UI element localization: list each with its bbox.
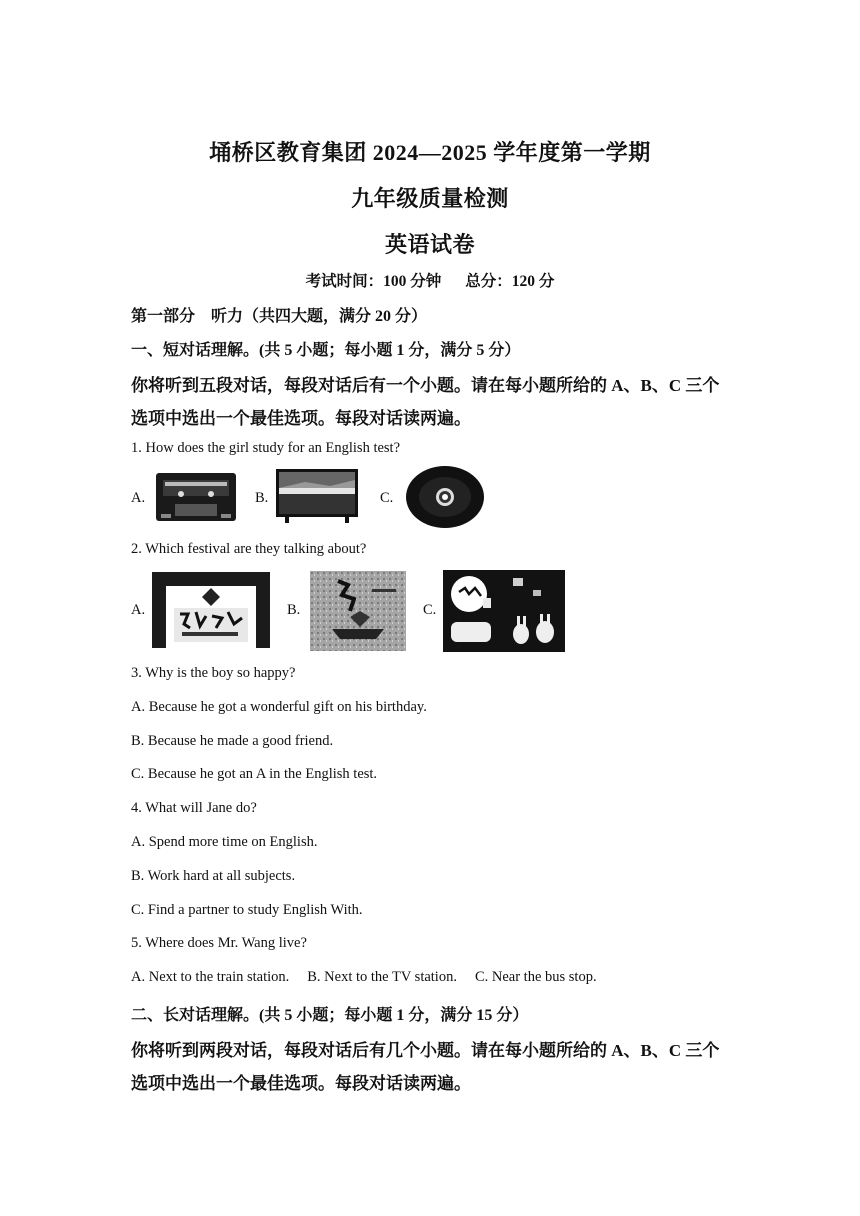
section1-instructions-line2: 选项中选出一个最佳选项。每段对话读两遍。 bbox=[131, 409, 471, 428]
section1-heading: 一、短对话理解。(共 5 小题；每小题 1 分，满分 5 分） bbox=[131, 342, 521, 359]
question-5-option-c: C. Near the bus stop. bbox=[474, 969, 597, 985]
question-3-option-c: C. Because he got an A in the English test. bbox=[131, 766, 378, 782]
exam-title-line3: 英语试卷 bbox=[384, 232, 475, 257]
exam-meta bbox=[0, 269, 860, 291]
question-5-option-b: B. Next to the TV station. bbox=[307, 969, 457, 985]
question-3-option-a: A. Because he got a wonderful gift on his birthday. bbox=[131, 699, 427, 715]
exam-title-line1: 埇桥区教育集团 2024—2025 学年度第一学期 bbox=[209, 140, 651, 165]
total-score: 总分：120 分 bbox=[465, 273, 555, 290]
exam-time: 考试时间：100 分钟 bbox=[305, 273, 442, 290]
question-4-option-a: A. Spend more time on English. bbox=[131, 834, 318, 850]
question-4-text: 4. What will Jane do? bbox=[131, 800, 257, 816]
dragon-boat-festival-image bbox=[310, 571, 406, 651]
section2-heading: 二、长对话理解。(共 5 小题；每小题 1 分，满分 15 分） bbox=[131, 1007, 529, 1024]
question-5-option-a: A. Next to the train station. bbox=[131, 969, 290, 985]
question-4-option-c: C. Find a partner to study English With. bbox=[131, 902, 363, 918]
television-image bbox=[275, 468, 359, 526]
question-2-option-a-label: A. bbox=[131, 602, 146, 618]
exam-title-line2: 九年级质量检测 bbox=[351, 186, 509, 211]
question-3-text: 3. Why is the boy so happy? bbox=[131, 665, 296, 681]
section1-instructions-line1: 你将听到五段对话，每段对话后有一个小题。请在每小题所给的 A、B、C 三个 bbox=[131, 376, 720, 395]
cassette-tape-image bbox=[155, 472, 237, 522]
question-2-option-c-label: C. bbox=[423, 602, 437, 618]
question-2-option-b-label: B. bbox=[287, 602, 301, 618]
question-1-text: 1. How does the girl study for an English test? bbox=[131, 440, 401, 456]
question-4-option-b: B. Work hard at all subjects. bbox=[131, 868, 296, 884]
mid-autumn-festival-image bbox=[443, 570, 565, 652]
spring-festival-couplets-image bbox=[152, 572, 270, 648]
cd-disc-image bbox=[404, 465, 486, 529]
question-2-text: 2. Which festival are they talking about? bbox=[131, 541, 367, 557]
section2-instructions-line1: 你将听到两段对话，每段对话后有几个小题。请在每小题所给的 A、B、C 三个 bbox=[131, 1041, 720, 1060]
question-1-option-a-label: A. bbox=[131, 490, 146, 506]
section2-instructions-line2: 选项中选出一个最佳选项。每段对话读两遍。 bbox=[131, 1074, 471, 1093]
question-3-option-b: B. Because he made a good friend. bbox=[131, 733, 334, 749]
question-1-option-b-label: B. bbox=[255, 490, 269, 506]
question-5-text: 5. Where does Mr. Wang live? bbox=[131, 935, 307, 951]
part1-heading: 第一部分 听力（共四大题，满分 20 分） bbox=[131, 308, 428, 325]
question-1-option-c-label: C. bbox=[380, 490, 394, 506]
question-5-options bbox=[131, 969, 597, 986]
